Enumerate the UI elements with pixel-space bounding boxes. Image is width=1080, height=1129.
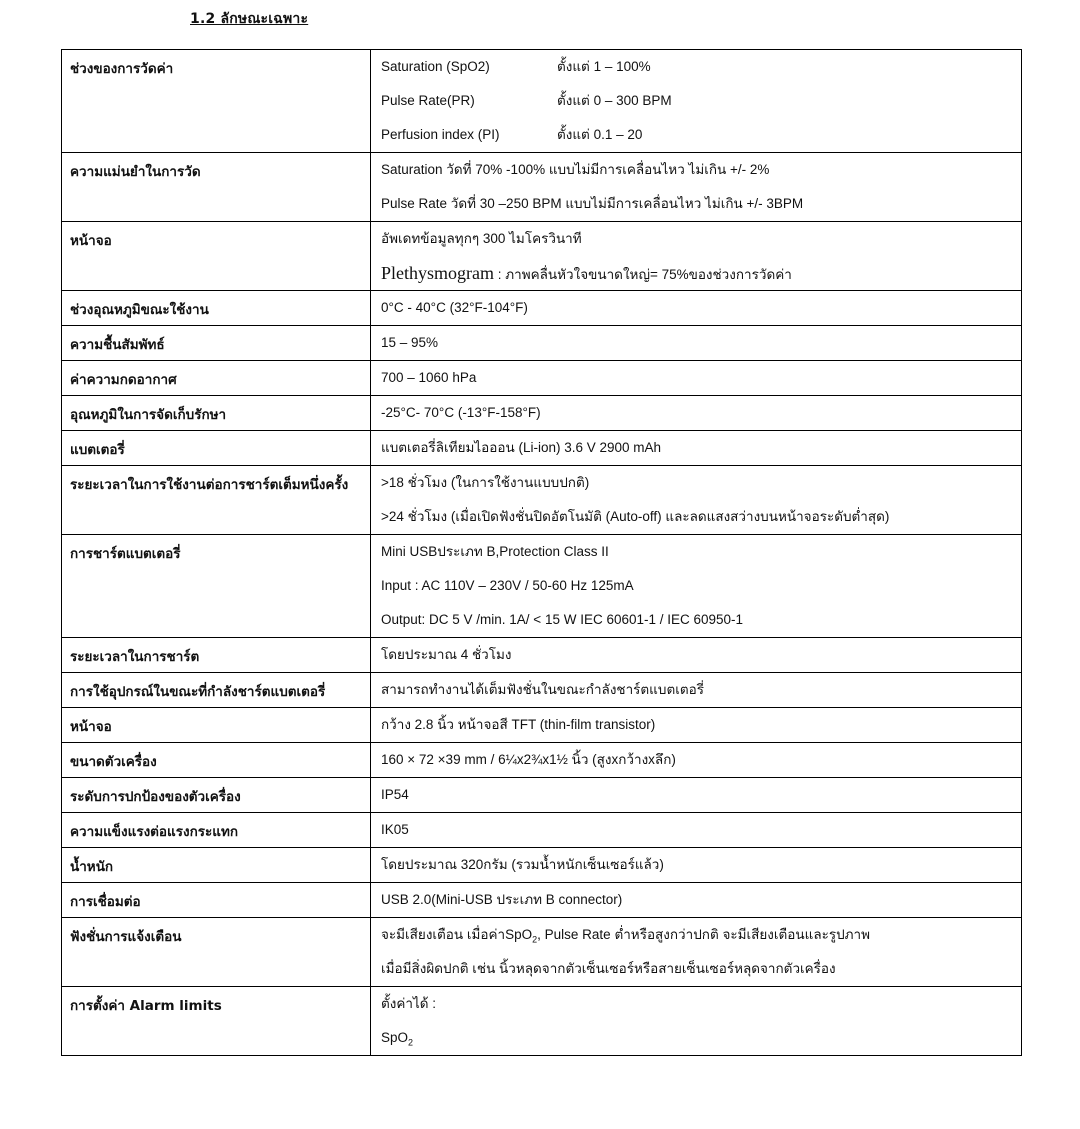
- spec-label: ระยะเวลาในการใช้งานต่อการชาร์ตเต็มหนึ่งครั้ง: [62, 466, 371, 535]
- spec-row-measurement-range: [62, 50, 1022, 153]
- spec-value: [371, 743, 1022, 778]
- parameter-range: ตั้งแต่ 1 – 100%: [557, 59, 651, 74]
- spec-row-pressure: [62, 361, 1022, 396]
- spec-label: การตั้งค่า Alarm limits: [62, 987, 371, 1056]
- parameter-name: Saturation (SpO2): [381, 59, 490, 74]
- spec-value: [371, 918, 1022, 987]
- spec-label: ระยะเวลาในการชาร์ต: [62, 638, 371, 673]
- spec-value: [371, 153, 1022, 222]
- spo2-text: SpO: [381, 1030, 409, 1045]
- subscript: 2: [532, 934, 538, 945]
- spec-label: ความแม่นยำในการวัด: [62, 153, 371, 222]
- spec-row-dimensions: [62, 743, 1022, 778]
- spec-value: [371, 466, 1022, 535]
- spec-row-humidity: [62, 326, 1022, 361]
- subscript: 2: [408, 1037, 414, 1048]
- spec-row-impact-rating: [62, 813, 1022, 848]
- spec-value-line: Mini USBประเภท B,Protection Class II: [381, 544, 609, 559]
- section-heading: 1.2 ลักษณะเฉพาะ: [190, 11, 309, 27]
- alarm-text-end: , Pulse Rate ต่ำหรือสูงกว่าปกติ จะมีเสียงเตือนและรูปภาพ: [537, 927, 871, 942]
- spec-value: [371, 535, 1022, 638]
- spec-row-storage-temperature: [62, 396, 1022, 431]
- spec-value-line: >24 ชั่วโมง (เมื่อเปิดฟังชั่นปิดอัตโนมัติ (Auto-off) และลดแสงสว่างบนหน้าจอระดับต่ำสุด): [381, 509, 890, 524]
- spec-value: [371, 396, 1022, 431]
- spec-row-ip-rating: [62, 778, 1022, 813]
- plethysmogram-term: Plethysmogram: [381, 263, 494, 283]
- spec-row-battery: [62, 431, 1022, 466]
- spec-value: [371, 222, 1022, 291]
- parameter-range: ตั้งแต่ 0.1 – 20: [557, 127, 643, 142]
- spec-label: ช่วงของการวัดค่า: [62, 50, 371, 153]
- spec-row-charging: [62, 535, 1022, 638]
- spec-value-line: [381, 1021, 1015, 1055]
- parameter-range: ตั้งแต่ 0 – 300 BPM: [557, 93, 672, 108]
- spec-value-line: [381, 50, 1015, 84]
- spec-label: อุณหภูมิในการจัดเก็บรักษา: [62, 396, 371, 431]
- spec-row-alarm-limits: [62, 987, 1022, 1056]
- spec-value-line: >18 ชั่วโมง (ในการใช้งานแบบปกติ): [381, 475, 590, 490]
- spec-label: หน้าจอ: [62, 222, 371, 291]
- spec-value: [371, 987, 1022, 1056]
- spec-value: [371, 778, 1022, 813]
- spec-value-line: แบตเตอรี่ลิเทียมไอออน (Li-ion) 3.6 V 2900 mAh: [381, 440, 662, 455]
- spec-row-charge-time: [62, 638, 1022, 673]
- spec-value-line: [381, 118, 1015, 152]
- spec-row-weight: [62, 848, 1022, 883]
- spec-label: ความชื้นสัมพัทธ์: [62, 326, 371, 361]
- spec-value-line: 0°C - 40°C (32°F-104°F): [381, 300, 528, 315]
- spec-label: ขนาดตัวเครื่อง: [62, 743, 371, 778]
- spec-row-operating-temperature: [62, 291, 1022, 326]
- spec-value-line: 15 – 95%: [381, 335, 439, 350]
- spec-value-line: -25°C- 70°C (-13°F-158°F): [381, 405, 541, 420]
- spec-value-line: โดยประมาณ 320กรัม (รวมน้ำหนักเซ็นเซอร์แล้ว): [381, 857, 664, 872]
- alarm-text-start: จะมีเสียงเตือน เมื่อค่าSpO: [381, 927, 533, 942]
- spec-label: ฟังชั่นการแจ้งเตือน: [62, 918, 371, 987]
- spec-value: [371, 291, 1022, 326]
- spec-label: ช่วงอุณหภูมิขณะใช้งาน: [62, 291, 371, 326]
- spec-value: [371, 813, 1022, 848]
- spec-label: ความแข็งแรงต่อแรงกระแทก: [62, 813, 371, 848]
- spec-row-battery-life: [62, 466, 1022, 535]
- spec-value-line: โดยประมาณ 4 ชั่วโมง: [381, 647, 512, 662]
- parameter-name: Perfusion index (PI): [381, 127, 500, 142]
- spec-row-use-while-charging: [62, 673, 1022, 708]
- spec-row-accuracy: [62, 153, 1022, 222]
- spec-row-display: [62, 222, 1022, 291]
- spec-value: [371, 326, 1022, 361]
- spec-value-line: อัพเดทข้อมูลทุกๆ 300 ไมโครวินาที: [381, 231, 582, 246]
- spec-value-line: Pulse Rate วัดที่ 30 –250 BPM แบบไม่มีการเคลื่อนไหว ไม่เกิน +/- 3BPM: [381, 196, 804, 211]
- spec-value: [371, 883, 1022, 918]
- spec-value: [371, 848, 1022, 883]
- parameter-name: Pulse Rate(PR): [381, 93, 475, 108]
- spec-label: การใช้อุปกรณ์ในขณะที่กำลังชาร์ตแบตเตอรี่: [62, 673, 371, 708]
- spec-value-line: IK05: [381, 822, 409, 837]
- spec-value: [371, 708, 1022, 743]
- spec-value-line: Saturation วัดที่ 70% -100% แบบไม่มีการเคลื่อนไหว ไม่เกิน +/- 2%: [381, 162, 770, 177]
- spec-value-line: ตั้งค่าได้ :: [381, 996, 437, 1011]
- spec-label: ระดับการปกป้องของตัวเครื่อง: [62, 778, 371, 813]
- spec-value-line: [381, 84, 1015, 118]
- spec-value-line: 160 × 72 ×39 mm / 6¼x2¾x1½ นิ้ว (สูงxกว้างxลึก): [381, 752, 676, 767]
- spec-value-line: IP54: [381, 787, 409, 802]
- spec-value-line: 700 – 1060 hPa: [381, 370, 477, 385]
- spec-label: น้ำหนัก: [62, 848, 371, 883]
- spec-label: หน้าจอ: [62, 708, 371, 743]
- specifications-table: [61, 49, 1022, 1056]
- plethysmogram-description: : ภาพคลื่นหัวใจขนาดใหญ่= 75%ของช่วงการวัดค่า: [494, 267, 792, 282]
- spec-value-line: USB 2.0(Mini-USB ประเภท B connector): [381, 892, 623, 907]
- spec-value: [371, 431, 1022, 466]
- spec-value-line: กว้าง 2.8 นิ้ว หน้าจอสี TFT (thin-film transistor): [381, 717, 656, 732]
- spec-value: [371, 50, 1022, 153]
- spec-value-line: สามารถทำงานได้เต็มฟังชั่นในขณะกำลังชาร์ตแบตเตอรี่: [381, 682, 704, 697]
- spec-label: ค่าความกดอากาศ: [62, 361, 371, 396]
- spec-value-line: [381, 918, 1015, 952]
- spec-row-screen: [62, 708, 1022, 743]
- spec-label: การเชื่อมต่อ: [62, 883, 371, 918]
- spec-value-line: เมื่อมีสิ่งผิดปกติ เช่น นิ้วหลุดจากตัวเซ็นเซอร์หรือสายเซ็นเซอร์หลุดจากตัวเครื่อง: [381, 961, 836, 976]
- spec-label: แบตเตอรี่: [62, 431, 371, 466]
- spec-value-line: Output: DC 5 V /min. 1A/ < 15 W IEC 60601-1 / IEC 60950-1: [381, 612, 744, 627]
- spec-value-line: [381, 256, 1015, 290]
- spec-value: [371, 361, 1022, 396]
- spec-row-alarm-function: [62, 918, 1022, 987]
- spec-row-connectivity: [62, 883, 1022, 918]
- spec-label: การชาร์ตแบตเตอรี่: [62, 535, 371, 638]
- spec-value: [371, 673, 1022, 708]
- spec-value-line: Input : AC 110V – 230V / 50-60 Hz 125mA: [381, 578, 634, 593]
- spec-value: [371, 638, 1022, 673]
